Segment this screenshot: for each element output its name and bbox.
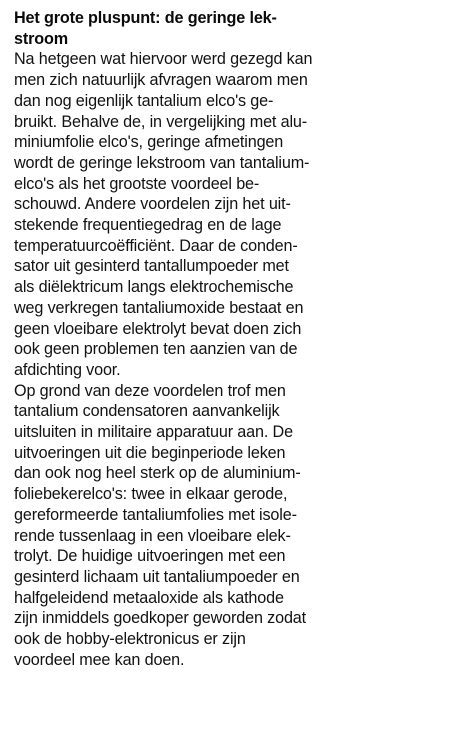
text-line: temperatuurcoëfficiënt. Daar de conden- [14,236,298,255]
text-line: halfgeleidend metaaloxide als kathode [14,588,284,607]
text-line: als diëlektricum langs elektrochemische [14,278,294,297]
section-heading [14,8,454,49]
text-line: stekende frequentiegedrag en de lage [14,216,282,235]
text-line: wordt de geringe lekstroom van tantalium- [14,153,310,172]
text-line: Na hetgeen wat hiervoor werd gezegd kan [14,50,313,69]
text-line: uitsluiten in militaire apparatuur aan. De [14,423,293,442]
text-line: gereformeerde tantaliumfolies met isole- [14,505,297,524]
text-line: weg verkregen tantaliumoxide bestaat en [14,298,304,317]
text-line: miniumfolie elco's, geringe afmetingen [14,133,284,152]
text-line: sator uit gesinterd tantallumpoeder met [14,257,289,276]
text-line: foliebekerelco's: twee in elkaar gerode, [14,485,288,504]
heading-line: stroom [14,29,68,48]
paragraph-1 [14,49,454,380]
text-line: schouwd. Andere voordelen zijn het uit- [14,195,291,214]
text-line: dan nog eigenlijk tantalium elco's ge- [14,91,274,110]
text-line: afdichting voor. [14,360,121,379]
text-line: trolyt. De huidige uitvoeringen met een [14,547,286,566]
text-line: geen vloeibare elektrolyt bevat doen zich [14,319,302,338]
heading-line: Het grote pluspunt: de geringe lek- [14,9,277,27]
text-line: uitvoeringen uit die beginperiode leken [14,443,286,462]
text-line: elco's als het grootste voordeel be- [14,174,260,193]
text-line: tantalium condensatoren aanvankelijk [14,402,280,421]
text-line: rende tussenlaag in een vloeibare elek- [14,526,291,545]
text-line: ook geen problemen ten aanzien van de [14,340,298,359]
text-line: men zich natuurlijk afvragen waarom men [14,71,308,90]
text-line: zijn inmiddels goedkoper geworden zodat [14,609,307,628]
text-line: bruikt. Behalve de, in vergelijking met alu- [14,112,308,131]
article [14,8,454,671]
text-line: dan ook nog heel sterk op de aluminium- [14,464,301,483]
paragraph-2 [14,381,454,671]
text-line: gesinterd lichaam uit tantaliumpoeder en [14,567,300,586]
text-line: ook de hobby-elektronicus er zijn [14,630,246,649]
text-line: Op grond van deze voordelen trof men [14,381,286,400]
text-line: voordeel mee kan doen. [14,650,185,669]
